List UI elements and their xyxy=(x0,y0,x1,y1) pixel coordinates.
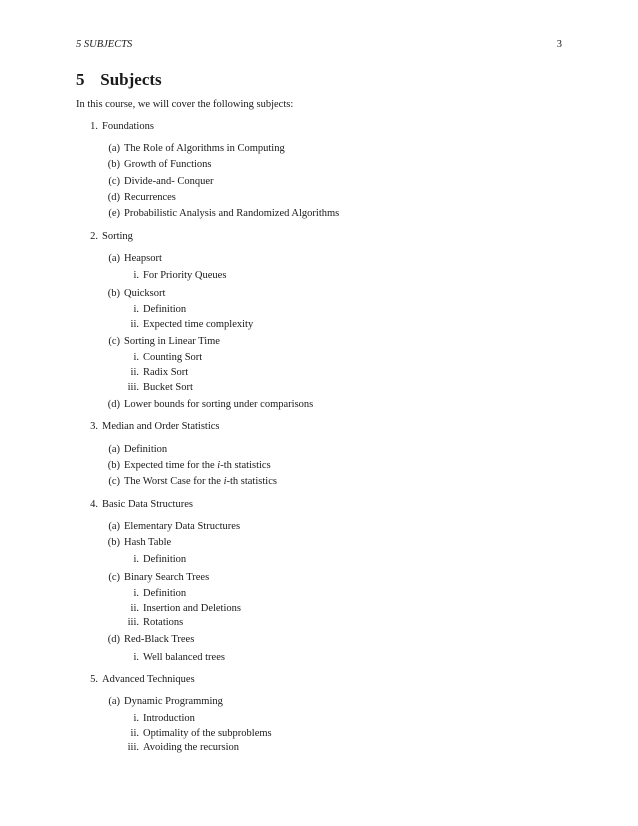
subsubtopic-item: iii. Bucket Sort xyxy=(127,382,193,393)
subsubtopic-item: i. For Priority Queues xyxy=(133,270,227,281)
section-title: Subjects xyxy=(100,70,162,89)
section-heading xyxy=(76,70,162,90)
subtopic-item: (a) The Role of Algorithms in Computing xyxy=(108,143,285,154)
subsubtopic-item: i. Definition xyxy=(133,588,187,599)
subtopic-item: (b) Hash Table xyxy=(107,537,172,548)
subtopic-item: (a) Definition xyxy=(108,444,168,455)
subtopic-item: (b) Growth of Functions xyxy=(107,159,212,170)
intro-paragraph: In this course, we will cover the following subjects: xyxy=(76,99,294,110)
subtopic-item: (d) Recurrences xyxy=(107,192,176,203)
topic-item: 5. Advanced Techniques xyxy=(90,674,195,685)
subsubtopic-item: i. Definition xyxy=(133,304,187,315)
subsubtopic-item: iii. Rotations xyxy=(127,617,184,628)
section-number: 5 xyxy=(76,70,85,89)
subtopic-item: (d) Lower bounds for sorting under comparisons xyxy=(107,399,314,410)
running-header xyxy=(76,39,562,53)
topic-item: 4. Basic Data Structures xyxy=(90,499,193,510)
subtopic-item: (c) The Worst Case for the i-th statistics xyxy=(108,476,277,487)
subtopic-item: (c) Sorting in Linear Time xyxy=(108,336,220,347)
subsubtopic-item: iii. Avoiding the recursion xyxy=(127,742,240,753)
topic-item: 3. Median and Order Statistics xyxy=(90,421,220,432)
subtopic-item: (a) Heapsort xyxy=(108,253,162,264)
subtopic-item: (b) Quicksort xyxy=(107,288,166,299)
subtopic-item: (c) Binary Search Trees xyxy=(108,572,210,583)
subsubtopic-item: ii. Optimality of the subproblems xyxy=(130,728,272,739)
topic-item: 2. Sorting xyxy=(90,231,133,242)
subsubtopic-item: i. Counting Sort xyxy=(133,352,203,363)
page-number: 3 xyxy=(556,39,562,50)
subtopic-item: (c) Divide-and- Conquer xyxy=(108,176,214,187)
subsubtopic-item: i. Introduction xyxy=(133,713,195,724)
subtopic-item: (b) Expected time for the i-th statistics xyxy=(107,460,271,471)
subsubtopic-item: ii. Expected time complexity xyxy=(130,319,254,330)
subtopic-item: (a) Elementary Data Structures xyxy=(108,521,241,532)
subtopic-item: (d) Red-Black Trees xyxy=(107,634,195,645)
running-header-section: 5 SUBJECTS xyxy=(76,39,133,50)
subsubtopic-item: i. Well balanced trees xyxy=(133,652,225,663)
subsubtopic-item: i. Definition xyxy=(133,554,187,565)
subsubtopic-item: ii. Insertion and Deletions xyxy=(130,603,241,614)
subsubtopic-item: ii. Radix Sort xyxy=(130,367,189,378)
subtopic-item: (a) Dynamic Programming xyxy=(108,696,223,707)
topic-item: 1. Foundations xyxy=(90,121,154,132)
subtopic-item: (e) Probabilistic Analysis and Randomized Algorithms xyxy=(108,208,340,219)
